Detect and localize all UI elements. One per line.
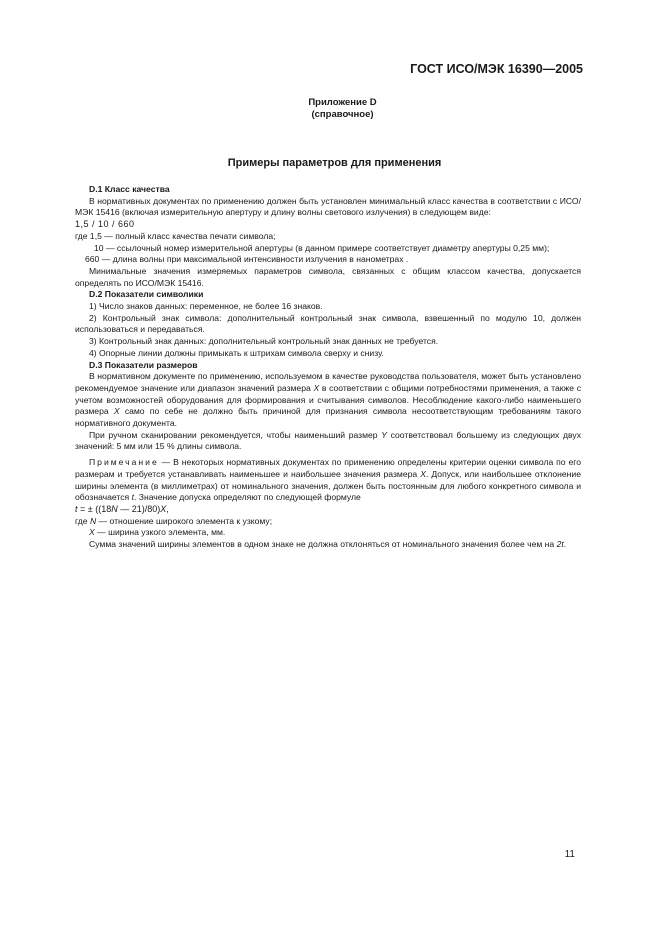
section-d3-heading: D.3 Показатели размеров	[89, 359, 198, 370]
appendix-label: Приложение D	[308, 97, 377, 108]
section-d1-heading: D.1 Класс качества	[89, 184, 170, 194]
appendix-heading	[0, 97, 661, 121]
symbology-item-3: 3) Контрольный знак данных: дополнительный контрольный знак данных не требуется.	[89, 336, 439, 347]
page-title: Примеры параметров для применения	[227, 157, 442, 169]
sum-width-paragraph: Сумма значений ширины элементов в одном знаке не должна отклоняться от номинального значения более чем на 2t.	[89, 539, 567, 550]
section-d1-intro: В нормативных документах по применению должен быть установлен минимальный класс качества в соответствии с ИСО/МЭК 15416 (включая измерительную апертуру и длину волны светового излучения) в следующем виде:	[75, 195, 581, 218]
where-line-1: где 1,5 — полный класс качества печати символа;	[75, 230, 276, 241]
dimension-paragraph-2: При ручном сканировании рекомендуется, чтобы наименьший размер Y соответствовал большему из следующих двух значений: 5 мм или 15 % длины символа.	[75, 429, 581, 452]
document-code: ГОСТ ИСО/МЭК 16390—2005	[410, 62, 583, 76]
document-body	[75, 184, 581, 551]
where-line-3: 660 — длина волны при максимальной интенсивности излучения в нанометрах .	[85, 254, 409, 265]
where-x-line: X — ширина узкого элемента, мм.	[89, 527, 226, 538]
where-line-2: 10 — ссылочный номер измерительной апертуры (в данном примере соответствует диаметру апертуры 0,25 мм);	[94, 242, 550, 253]
dimension-paragraph-1: В нормативном документе по применению, используемом в качестве руководства пользователя, может быть установлено рекомендуемое значение или диапазон значений размера X в соответствии с общими потребностями применения, а также с учетом возможностей оборудования для формирования и считывания символов. Несоблюдение какого-либо наименьшего размера X само по себе не должно быть причиной для признания символа несоответствующим требованиям такого нормативного документа.	[75, 371, 582, 429]
quality-grade-formula: 1,5 / 10 / 660	[75, 219, 135, 230]
symbology-item-2: 2) Контрольный знак символа: дополнительный контрольный знак символа, взвешенный по модулю 10, должен использоваться и передаваться.	[75, 312, 581, 335]
section-d1-note: Минимальные значения измеряемых параметров символа, связанных с общим классом качества, допускается определять по ИСО/МЭК 15416.	[75, 265, 581, 288]
page-number: 11	[564, 849, 575, 860]
dimension-note: Примечание — В некоторых нормативных документах по применению определены критерии оценки символа по его размерам и требуется устанавливать наименьшее и наибольшее значения размера X. Допуск, или наибольшее отклонение ширины элемента (в миллиметрах) от номинального значения, должен быть постоянным для любого конкретного символа и обозначается t. Значение допуска определяют по следующей формуле	[75, 457, 581, 503]
where-n-line: где N — отношение широкого элемента к узкому;	[75, 515, 273, 526]
section-d2-heading: D.2 Показатели символики	[89, 289, 204, 300]
symbology-item-1: 1) Число знаков данных: переменное, не более 16 знаков.	[89, 301, 323, 312]
symbology-item-4: 4) Опорные линии должны примыкать к штрихам символа сверху и снизу.	[89, 347, 384, 358]
appendix-status: (справочное)	[311, 109, 374, 120]
tolerance-formula: t = ± ((18N — 21)/80)X,	[75, 503, 169, 514]
